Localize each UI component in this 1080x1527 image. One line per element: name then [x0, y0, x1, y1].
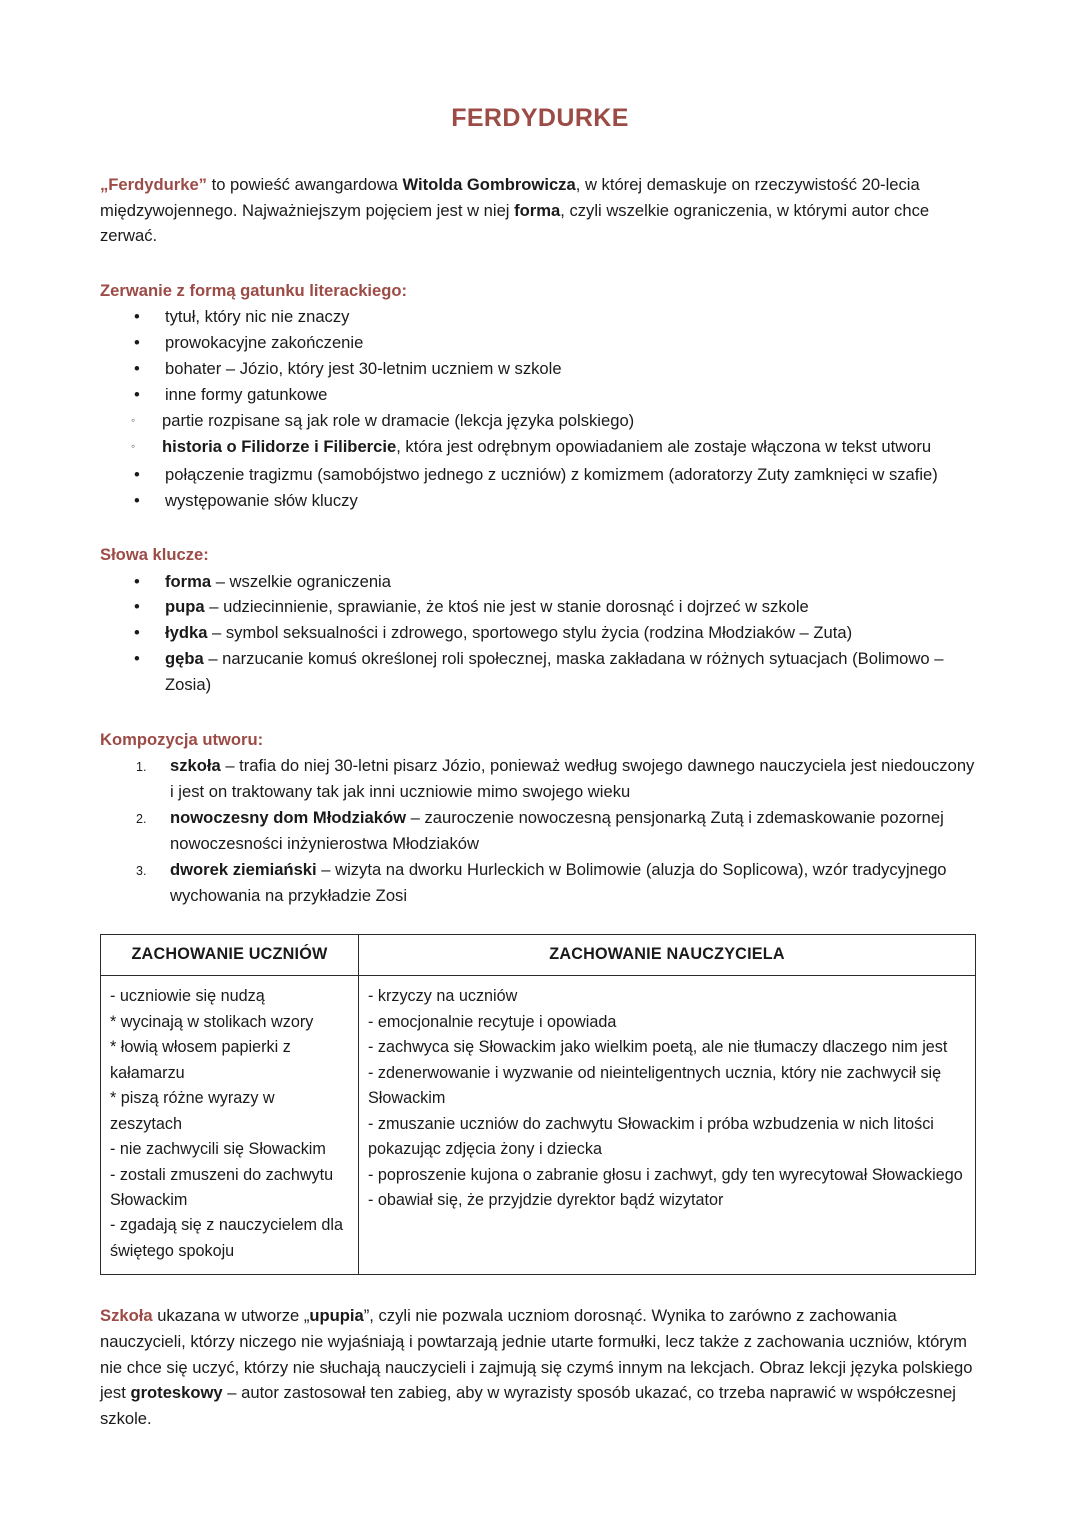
list-item-label: występowanie słów kluczy [165, 490, 358, 510]
list-item-label: , która jest odrębnym opowiadaniem ale zostaje włączona w tekst utworu [396, 436, 932, 456]
composition-list [100, 753, 980, 908]
cell-teacher-behaviour [359, 976, 976, 1275]
closing-lead: Szkoła [100, 1306, 153, 1326]
list-item-label: – symbol seksualności i zdrowego, sportowego stylu życia (rodzina Młodziaków – Zuta) [207, 623, 853, 643]
list-item-term: łydka [165, 623, 208, 643]
list-number: 3. [136, 863, 147, 878]
list-item [100, 382, 980, 408]
list-item-label: partie rozpisane są jak role w dramacie (lekcja języka polskiego) [162, 410, 635, 430]
list-item-term: nowoczesny dom Młodziaków [170, 807, 407, 827]
page-title: FERDYDURKE [451, 104, 629, 132]
intro-key-term: forma [514, 200, 561, 220]
genre-list-continued [100, 462, 980, 514]
list-item [100, 569, 980, 595]
table-line: - krzyczy na uczniów [368, 987, 518, 1006]
list-item-label: – wizyta na dworku Hurleckich w Bolimowie (aluzja do Soplicowa), wzór tradycyjnego wychowania na przykładzie Zosi [170, 859, 947, 905]
circle-bullet-icon: ◦ [131, 438, 136, 453]
closing-text-1: ukazana w utworze „ [152, 1306, 310, 1326]
bullet-icon: • [134, 359, 140, 379]
list-item [100, 753, 980, 805]
list-item-label: – udziecinnienie, sprawianie, że ktoś nie jest w stanie dorosnąć i dojrzeć w szkole [204, 597, 809, 617]
column-header-teacher: ZACHOWANIE NAUCZYCIELA [359, 935, 976, 976]
list-item-label: tytuł, który nic nie znaczy [165, 307, 350, 327]
list-item-term: dworek ziemiański [170, 859, 317, 879]
list-item [100, 857, 980, 909]
genre-list [100, 304, 980, 408]
bullet-icon: • [134, 623, 140, 643]
list-item-label: prowokacyjne zakończenie [165, 333, 364, 353]
bullet-icon: • [134, 307, 140, 327]
closing-text-3: – autor zastosował ten zabieg, aby w wyrazisty sposób ukazać, co trzeba naprawić w współczesnej szkole. [100, 1383, 956, 1429]
bullet-icon: • [134, 464, 140, 484]
intro-text-3: , czyli wszelkie ograniczenia, w którymi autor chce zerwać. [100, 200, 930, 246]
table-line: - nie zachwycili się Słowackim [110, 1140, 326, 1159]
intro-text-2: , w której demaskuje on rzeczywistość 20-lecia międzywojennego. Najważniejszym pojęciem jest w niej [100, 175, 920, 220]
list-item [100, 462, 980, 488]
table-line: - obawiał się, że przyjdzie dyrektor bądź wizytator [368, 1190, 724, 1209]
bullet-icon: • [134, 649, 140, 669]
cell-students-behaviour [101, 976, 359, 1275]
column-header-students: ZACHOWANIE UCZNIÓW [101, 935, 359, 976]
bullet-icon: • [134, 571, 140, 591]
table-line: * piszą różne wyrazy w zeszytach [110, 1089, 275, 1133]
list-item-label: – narzucanie komuś określonej roli społecznej, maska zakładana w różnych sytuacjach (Bolimowo – Zosia) [165, 649, 944, 695]
table-line: - poproszenie kujona o zabranie głosu i zachwyt, gdy ten wyrecytował Słowackiego [368, 1165, 963, 1184]
table-line: - zmuszanie uczniów do zachwytu Słowackim i próba wzbudzenia w nich litości pokazując zdjęcia żony i dziecka [368, 1114, 934, 1159]
table-line: - zdenerwowanie i wyzwanie od nieinteligentnych ucznia, który nie zachwycił się Słowackim [368, 1063, 942, 1108]
section-heading-composition: Kompozycja utworu: [100, 729, 264, 749]
circle-bullet-icon: ◦ [131, 412, 136, 427]
table-row [101, 976, 976, 1275]
intro-paragraph [100, 172, 980, 249]
comparison-table-wrapper [100, 934, 980, 1275]
intro-quoted-title: „Ferdydurke” [100, 175, 207, 194]
list-item [100, 434, 980, 460]
genre-sublist [100, 408, 980, 460]
list-item-label: bohater – Józio, który jest 30-letnim uczniem w szkole [165, 359, 562, 379]
list-item-term: szkoła [170, 756, 221, 776]
list-item [100, 805, 980, 857]
list-item-term: forma [165, 571, 212, 591]
list-item [100, 620, 980, 646]
list-item-label: połączenie tragizmu (samobójstwo jednego z uczniów) z komizmem (adoratorzy Zuty zamknięci w szafie) [165, 464, 938, 484]
comparison-table [100, 934, 976, 1275]
list-item-label: – zauroczenie nowoczesną pensjonarką Zutą i zdemaskowanie pozornej nowoczesności inżynierostwa Młodziaków [170, 807, 944, 853]
intro-text-1: to powieść awangardowa [206, 175, 403, 194]
closing-paragraph [100, 1303, 980, 1432]
table-line: - uczniowie się nudzą [110, 987, 265, 1006]
list-item [100, 356, 980, 382]
list-item-term: pupa [165, 597, 205, 617]
list-item-term: historia o Filidorze i Filibercie [162, 436, 397, 456]
closing-bold-1: upupia [309, 1306, 364, 1326]
list-item [100, 408, 980, 434]
table-line: - zachwyca się Słowackim jako wielkim poetą, ale nie tłumaczy dlaczego nim jest [368, 1038, 948, 1057]
list-item [100, 488, 980, 514]
list-number: 1. [136, 760, 147, 775]
table-header-row [101, 935, 976, 976]
table-line: * wycinają w stolikach wzory [110, 1012, 314, 1031]
table-line: - zgadają się z nauczycielem dla świętego spokoju [110, 1216, 344, 1260]
bullet-icon: • [134, 333, 140, 353]
bullet-icon: • [134, 385, 140, 404]
list-item [100, 304, 980, 330]
list-number: 2. [136, 811, 147, 826]
section-heading-genre: Zerwanie z formą gatunku literackiego: [100, 281, 408, 301]
list-item-label: – wszelkie ograniczenia [211, 571, 391, 591]
list-item-term: gęba [165, 649, 204, 669]
list-item [100, 330, 980, 356]
list-item-label: inne formy gatunkowe [165, 385, 328, 404]
table-line: - emocjonalnie recytuje i opowiada [368, 1012, 617, 1031]
closing-bold-2: groteskowy [130, 1383, 223, 1403]
bullet-icon: • [134, 490, 140, 510]
closing-text-2: ”, czyli nie pozwala uczniom dorosnąć. Wynika to zarówno z zachowania nauczycieli, którzy niczego nie wyjaśniają i powtarzają jednie utarte formułki, lecz także z zachowania uczniów, którym nie chce się uczyć, którzy nie słuchają nauczycieli i zajmują się czymś innym na lekcjach. Obraz lekcji języka polskiego jest [100, 1306, 973, 1403]
intro-author: Witolda Gombrowicza [402, 175, 576, 194]
list-item [100, 646, 980, 698]
list-item [100, 594, 980, 620]
section-heading-keywords: Słowa klucze: [100, 545, 209, 565]
list-item-label: – trafia do niej 30-letni pisarz Józio, ponieważ według swojego dawnego nauczyciela jest niedouczony i jest on traktowany tak jak inni uczniowie mimo swojego wieku [170, 756, 975, 802]
bullet-icon: • [134, 597, 140, 617]
table-line: * łowią włosem papierki z kałamarzu [110, 1038, 291, 1082]
table-line: - zostali zmuszeni do zachwytu Słowackim [110, 1165, 334, 1209]
keywords-list [100, 569, 980, 698]
